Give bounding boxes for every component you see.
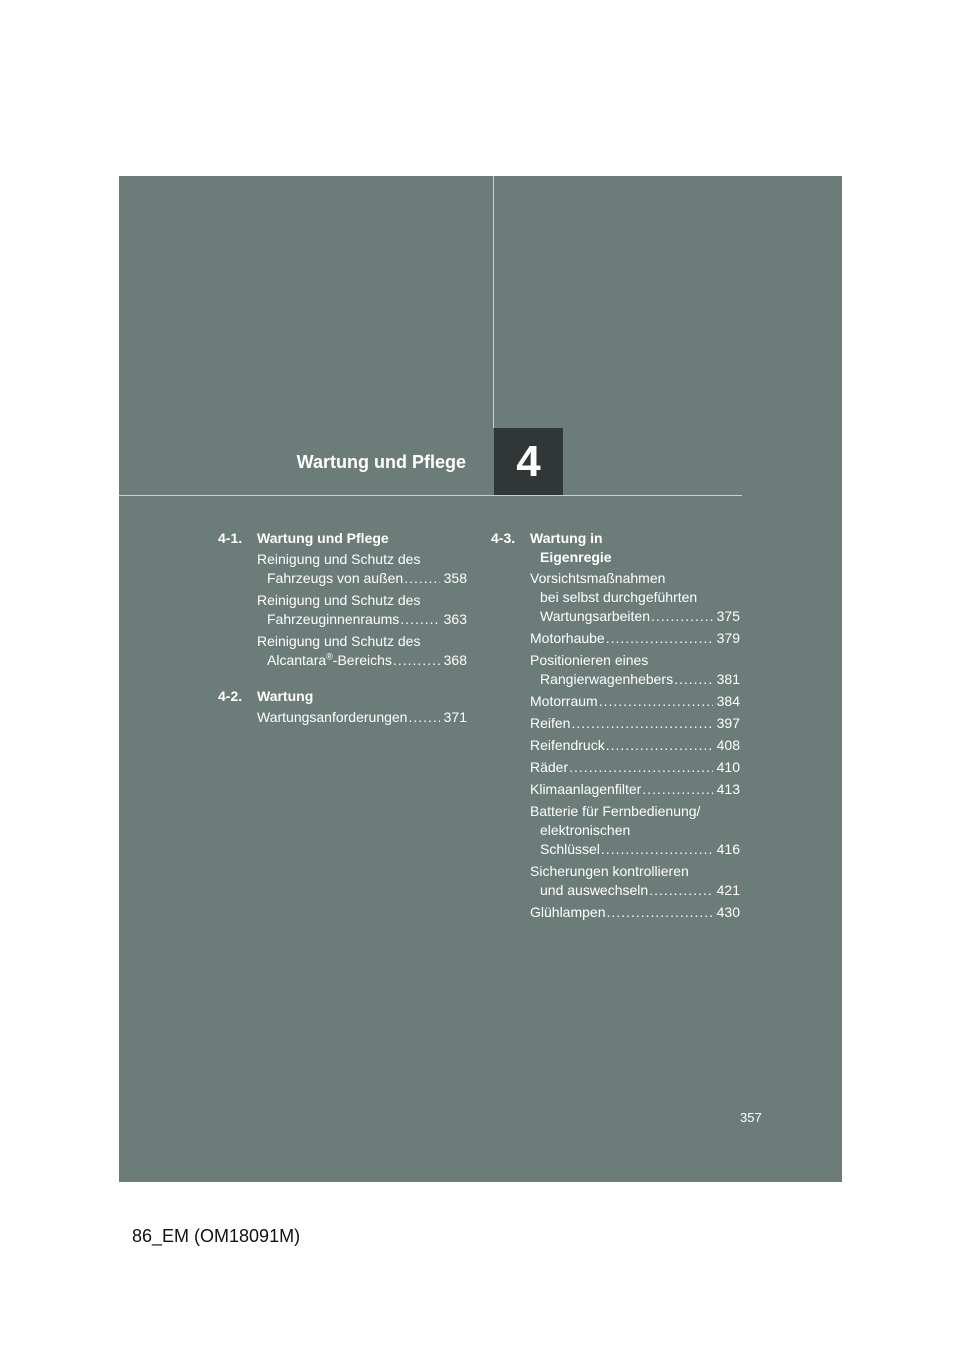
toc-entry-text: und auswechseln — [540, 882, 649, 898]
toc-page-number: 408 — [716, 737, 740, 753]
section-title-line2: Eigenregie — [540, 549, 612, 565]
toc-entry-last-line — [530, 629, 740, 648]
toc-entry-last-line — [257, 569, 467, 588]
toc-entry-link[interactable] — [530, 780, 740, 799]
section-title-text: Wartung und Pflege — [257, 530, 389, 546]
dot-leader — [571, 714, 712, 733]
toc-entry-text: Wartungsanforderungen — [257, 709, 408, 725]
toc-page-number: 375 — [716, 608, 740, 624]
toc-entry-last-line — [530, 736, 740, 755]
section-heading — [491, 529, 740, 567]
dot-leader — [642, 780, 712, 799]
toc-entry-text: elektronischen — [540, 822, 631, 838]
section-heading — [218, 687, 467, 706]
toc-page-number: 379 — [716, 630, 740, 646]
toc-section — [218, 687, 467, 727]
section-title — [257, 529, 467, 548]
section-heading — [218, 529, 467, 548]
toc-page-number: 358 — [443, 570, 467, 586]
toc-page-number: 397 — [716, 715, 740, 731]
toc-entry-text: Rangierwagenhebers — [540, 671, 674, 687]
toc-right-column — [491, 529, 740, 939]
dot-leader — [569, 758, 713, 777]
toc-entry-text: Reinigung und Schutz des — [257, 592, 421, 608]
dot-leader — [649, 881, 712, 900]
registered-mark: ® — [326, 651, 333, 662]
dot-leader — [599, 692, 713, 711]
toc-entry-text: Vorsichtsmaßnahmen — [530, 570, 666, 586]
toc-page-number: 368 — [443, 652, 467, 668]
toc-entry-text: bei selbst durchgeführten — [540, 589, 698, 605]
toc-entry-link[interactable] — [530, 692, 740, 711]
toc-left-column — [218, 529, 467, 744]
toc-entry-text: Batterie für Fernbedienung/ — [530, 803, 701, 819]
vertical-divider — [493, 176, 494, 428]
toc-page-number: 410 — [716, 759, 740, 775]
toc-entry-text: Räder — [530, 759, 569, 775]
toc-entry-last-line — [257, 708, 467, 727]
toc-entry-text: Wartungsarbeiten — [540, 608, 650, 624]
toc-entry-text: Alcantara — [267, 652, 327, 668]
section-title — [257, 687, 467, 706]
dot-leader — [404, 569, 439, 588]
dot-leader — [607, 903, 713, 922]
toc-entries — [257, 708, 467, 727]
toc-entry-text: Reinigung und Schutz des — [257, 633, 421, 649]
toc-page-number: 413 — [716, 781, 740, 797]
page-number: 357 — [740, 1110, 762, 1125]
toc-entry-link[interactable] — [257, 708, 467, 727]
toc-entry-link[interactable] — [530, 736, 740, 755]
toc-entry-text: Sicherungen kontrollieren — [530, 863, 689, 879]
toc-entry-last-line — [257, 610, 467, 629]
dot-leader — [606, 736, 713, 755]
toc-entry-last-line — [257, 651, 467, 670]
dot-leader — [606, 629, 713, 648]
toc-section — [491, 529, 740, 922]
toc-section — [218, 529, 467, 670]
toc-entry-link[interactable] — [257, 591, 467, 629]
toc-entry-last-line — [530, 903, 740, 922]
toc-entry-link[interactable] — [530, 651, 740, 689]
dot-leader — [400, 610, 439, 629]
toc-entry-link[interactable] — [530, 569, 740, 626]
dot-leader — [393, 651, 440, 670]
toc-entry-last-line — [530, 881, 740, 900]
document-code: 86_EM (OM18091M) — [132, 1226, 301, 1246]
toc-entry-last-line — [530, 780, 740, 799]
toc-page-number: 430 — [716, 904, 740, 920]
toc-entry-last-line — [530, 692, 740, 711]
toc-entry-text: Positionieren eines — [530, 652, 649, 668]
toc-entry-last-line — [530, 670, 740, 689]
dot-leader — [408, 708, 439, 727]
toc-page-number: 381 — [716, 671, 740, 687]
toc-entry-link[interactable] — [530, 802, 740, 859]
section-title — [530, 529, 740, 567]
section-number: 4-1. — [218, 530, 243, 546]
toc-entry-text: Klimaanlagenfilter — [530, 781, 642, 797]
toc-page-number: 421 — [716, 882, 740, 898]
toc-entry-text: -Bereichs — [332, 652, 392, 668]
toc-entry-text: Fahrzeuginnenraums — [267, 611, 400, 627]
horizontal-divider — [119, 495, 742, 496]
toc-entry-text: Schlüssel — [540, 841, 600, 857]
section-number: 4-3. — [491, 530, 516, 546]
section-number: 4-2. — [218, 688, 243, 704]
toc-entries — [530, 569, 740, 922]
toc-entry-text: Motorraum — [530, 693, 598, 709]
toc-entries — [257, 550, 467, 670]
toc-entry-last-line — [530, 758, 740, 777]
toc-entry-link[interactable] — [257, 550, 467, 588]
toc-entry-text: Glühlampen — [530, 904, 606, 920]
dot-leader — [601, 840, 713, 859]
toc-entry-text: Reifendruck — [530, 737, 605, 753]
toc-page-number: 416 — [716, 841, 740, 857]
toc-entry-link[interactable] — [530, 714, 740, 733]
section-title-text: Wartung — [257, 688, 314, 704]
toc-entry-text: Fahrzeugs von außen — [267, 570, 404, 586]
dot-leader — [674, 670, 713, 689]
toc-page-number: 363 — [443, 611, 467, 627]
toc-entry-link[interactable] — [530, 862, 740, 900]
toc-entry-last-line — [530, 714, 740, 733]
toc-entry-text: Reinigung und Schutz des — [257, 551, 421, 567]
toc-entry-last-line — [530, 840, 740, 859]
toc-page-number: 371 — [443, 709, 467, 725]
toc-entry-link[interactable] — [257, 632, 467, 670]
toc-entry-link[interactable] — [530, 903, 740, 922]
section-title-text: Wartung in — [530, 530, 603, 546]
toc-entry-text: Motorhaube — [530, 630, 605, 646]
chapter-number-box — [494, 428, 563, 495]
chapter-title: Wartung und Pflege — [296, 452, 466, 472]
toc-page-number: 384 — [716, 693, 740, 709]
toc-entry-text: Reifen — [530, 715, 571, 731]
dot-leader — [651, 607, 713, 626]
chapter-number: 4 — [516, 436, 541, 486]
toc-entry-link[interactable] — [530, 758, 740, 777]
toc-entry-last-line — [530, 607, 740, 626]
toc-entry-link[interactable] — [530, 629, 740, 648]
